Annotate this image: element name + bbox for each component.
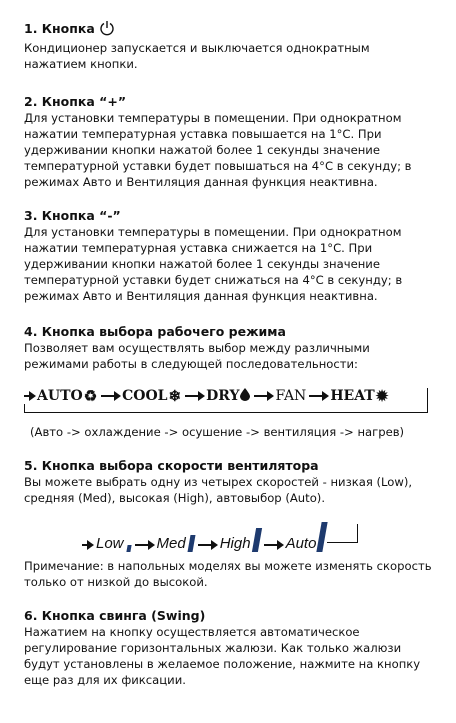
speed-auto: Auto bbox=[285, 535, 317, 552]
text-line: будут установлены в желаемое положение, нажмите на кнопку bbox=[24, 657, 421, 671]
mode-caption bbox=[30, 424, 440, 440]
text-line: Позволяет вам осуществлять выбор между различными bbox=[24, 341, 370, 355]
speed-high: High bbox=[219, 535, 251, 552]
mode-cool: COOL bbox=[122, 388, 168, 404]
mode-sequence-diagram bbox=[24, 388, 428, 416]
section-title: 5. Кнопка выбора скорости вентилятора bbox=[24, 458, 319, 473]
section-title: 6. Кнопка свинга (Swing) bbox=[24, 608, 206, 623]
arrow-icon bbox=[101, 395, 119, 397]
text-line: режимами работы в следующей последовательности: bbox=[24, 357, 358, 371]
section-title: 4. Кнопка выбора рабочего режима bbox=[24, 324, 286, 339]
arrow-icon bbox=[82, 544, 92, 546]
text-line: Вы можете выбрать одну из четырех скоростей - низкая (Low), bbox=[24, 475, 413, 489]
arrow-icon bbox=[264, 544, 282, 546]
text-line: температурной уставки будет повышаться на 4°С в секунду; в bbox=[24, 159, 412, 173]
text-line: Примечание: в напольных моделях вы можете изменять скорость bbox=[24, 559, 432, 573]
text-line: средняя (Med), высокая (High), автовыбор (Auto). bbox=[24, 491, 326, 505]
speed-med: Med bbox=[156, 535, 186, 552]
recycle-icon: ♻ bbox=[83, 387, 98, 405]
text-line: режимах Авто и Вентиляция данная функция неактивна. bbox=[24, 175, 378, 189]
text-line: нажатии температурная уставка повышается на 1°С. При bbox=[24, 127, 382, 141]
water-drop-icon bbox=[240, 387, 250, 405]
speed-bar-high bbox=[251, 528, 261, 552]
arrow-icon bbox=[24, 395, 34, 397]
section-minus-button bbox=[24, 208, 434, 304]
text-line: Для установки температуры в помещении. При однократном bbox=[24, 111, 402, 125]
arrow-icon bbox=[185, 395, 203, 397]
text-line: режимах Авто и Вентиляция данная функция неактивна. bbox=[24, 289, 378, 303]
arrow-icon bbox=[254, 395, 272, 397]
text-line: нажатием кнопки. bbox=[24, 57, 138, 71]
section-plus-button bbox=[24, 94, 434, 190]
fan-speed-note bbox=[24, 558, 434, 590]
section-title: 2. Кнопка “+” bbox=[24, 94, 127, 109]
section-power-button bbox=[24, 20, 434, 72]
text-line: температурной уставки будет снижаться на 4°С в секунду; в bbox=[24, 273, 403, 287]
section-mode-button bbox=[24, 324, 434, 372]
text-line: Кондиционер запускается и выключается однократным bbox=[24, 41, 370, 55]
text-line: нажатии температурная уставка снижается на 1°С. При bbox=[24, 241, 373, 255]
section-swing-button bbox=[24, 608, 434, 688]
sun-icon: ✹ bbox=[375, 387, 389, 405]
arrow-icon bbox=[309, 395, 327, 397]
arrow-icon bbox=[135, 544, 153, 546]
mode-row bbox=[24, 388, 393, 404]
mode-auto: AUTO bbox=[37, 388, 83, 404]
text-line: Для установки температуры в помещении. При однократном bbox=[24, 225, 402, 239]
text-line: еще раз для их фиксации. bbox=[24, 673, 186, 687]
mode-fan: FAN bbox=[275, 388, 307, 404]
section-fan-speed-button bbox=[24, 458, 434, 506]
speed-bar-auto bbox=[317, 522, 328, 552]
snowflake-icon: ❄ bbox=[168, 387, 182, 405]
caption-text: (Авто -> охлаждение -> осушение -> вентиляция -> нагрев) bbox=[30, 425, 405, 439]
section-title-text: 1. Кнопка bbox=[24, 21, 95, 36]
text-line: регулирование горизонтальных жалюзи. Как только жалюзи bbox=[24, 641, 402, 655]
text-line: удерживании кнопки нажатой более 1 секунды значение bbox=[24, 143, 380, 157]
section-title bbox=[24, 20, 434, 40]
text-line: Нажатием на кнопку осуществляется автоматическое bbox=[24, 625, 360, 639]
section-title: 3. Кнопка “-” bbox=[24, 208, 121, 223]
text-line: удерживании кнопки нажатой более 1 секунды значение bbox=[24, 257, 380, 271]
speed-row bbox=[78, 522, 327, 552]
arrow-icon bbox=[198, 544, 216, 546]
speed-bar-med bbox=[187, 535, 195, 552]
text-line: только от низкой до высокой. bbox=[24, 575, 208, 589]
power-icon bbox=[99, 20, 115, 40]
speed-bar-low bbox=[126, 545, 131, 552]
fan-speed-diagram bbox=[78, 510, 360, 552]
speed-low: Low bbox=[96, 535, 124, 552]
mode-heat: HEAT bbox=[330, 388, 375, 404]
mode-dry: DRY bbox=[206, 388, 240, 404]
